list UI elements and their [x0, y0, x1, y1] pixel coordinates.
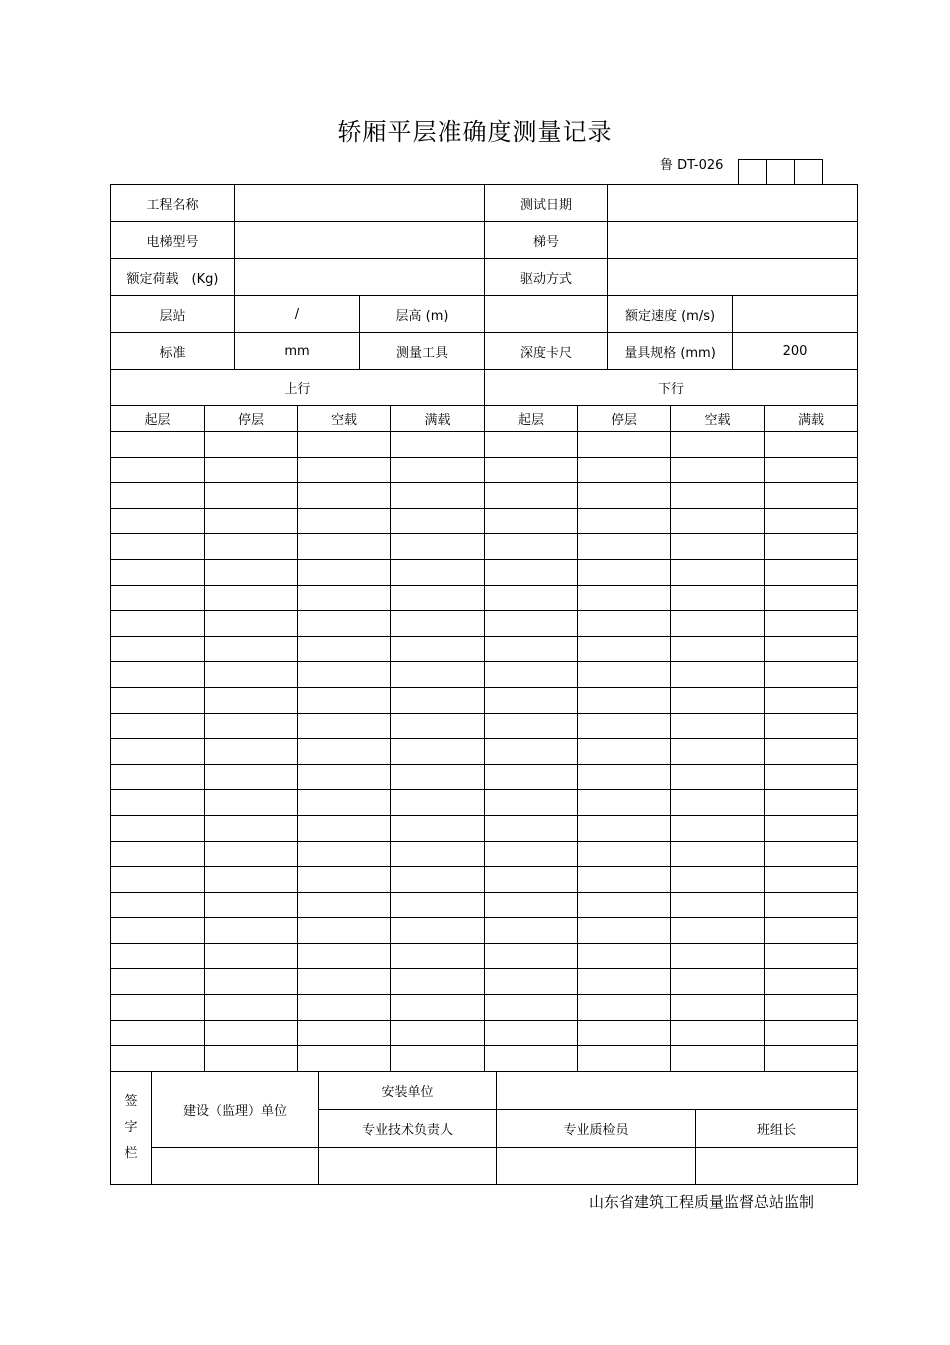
- measurement-row: [111, 892, 858, 918]
- measurement-cell[interactable]: [298, 739, 391, 765]
- measurement-cell[interactable]: [111, 790, 205, 816]
- measurement-cell[interactable]: [391, 918, 485, 944]
- measurement-cell[interactable]: [765, 559, 858, 585]
- measurement-cell[interactable]: [578, 815, 671, 841]
- measurement-cell[interactable]: [485, 1046, 578, 1072]
- measurement-cell[interactable]: [298, 432, 391, 458]
- measurement-cell[interactable]: [671, 867, 765, 893]
- measuring-tool-field[interactable]: 深度卡尺: [485, 333, 608, 370]
- measurement-cell[interactable]: [111, 508, 205, 534]
- measurement-cell[interactable]: [205, 1020, 298, 1046]
- measurement-cell[interactable]: [205, 892, 298, 918]
- standard-label: 标准: [111, 333, 235, 370]
- measurement-cell[interactable]: [391, 713, 485, 739]
- measurement-cell[interactable]: [765, 841, 858, 867]
- measurement-cell[interactable]: [765, 943, 858, 969]
- measurement-cell[interactable]: [485, 943, 578, 969]
- measurement-cell[interactable]: [391, 739, 485, 765]
- measurement-cell[interactable]: [765, 892, 858, 918]
- rated-speed-field[interactable]: [733, 296, 858, 333]
- measurement-cell[interactable]: [298, 534, 391, 560]
- measurement-cell[interactable]: [391, 867, 485, 893]
- measurement-cell[interactable]: [205, 534, 298, 560]
- measurement-cell[interactable]: [671, 457, 765, 483]
- measurement-row: [111, 943, 858, 969]
- measurement-cell[interactable]: [391, 611, 485, 637]
- measurement-cell[interactable]: [765, 585, 858, 611]
- measurement-cell[interactable]: [578, 457, 671, 483]
- measurement-row: [111, 483, 858, 509]
- measurement-row: [111, 995, 858, 1021]
- measurement-cell[interactable]: [765, 739, 858, 765]
- measurement-cell[interactable]: [205, 483, 298, 509]
- measurement-cell[interactable]: [485, 585, 578, 611]
- measurement-cell[interactable]: [391, 483, 485, 509]
- measurement-cell[interactable]: [205, 790, 298, 816]
- measurement-cell[interactable]: [671, 662, 765, 688]
- measurement-row: [111, 713, 858, 739]
- measurement-cell[interactable]: [298, 1020, 391, 1046]
- measurement-cell[interactable]: [485, 483, 578, 509]
- measurement-cell[interactable]: [485, 636, 578, 662]
- measurement-cell[interactable]: [671, 636, 765, 662]
- measurement-cell[interactable]: [111, 713, 205, 739]
- measurement-row: [111, 1046, 858, 1072]
- measurement-cell[interactable]: [765, 713, 858, 739]
- measurement-cell[interactable]: [391, 687, 485, 713]
- floors-stations-field[interactable]: /: [235, 296, 360, 333]
- measurement-row: [111, 662, 858, 688]
- measurement-cell[interactable]: [205, 739, 298, 765]
- measurement-cell[interactable]: [391, 534, 485, 560]
- measurement-cell[interactable]: [111, 432, 205, 458]
- measurement-cell[interactable]: [485, 815, 578, 841]
- measurement-cell[interactable]: [298, 559, 391, 585]
- measurement-cell[interactable]: [671, 611, 765, 637]
- measurement-cell[interactable]: [765, 995, 858, 1021]
- measurement-cell[interactable]: [111, 764, 205, 790]
- signature-section-text: 签 字 栏: [124, 1094, 138, 1161]
- measurement-cell[interactable]: [671, 969, 765, 995]
- up-direction-header: 上行: [111, 370, 485, 406]
- measurement-cell[interactable]: [111, 662, 205, 688]
- measurement-cell[interactable]: [765, 687, 858, 713]
- measurement-cell[interactable]: [578, 739, 671, 765]
- measurement-cell[interactable]: [485, 918, 578, 944]
- measurement-cell[interactable]: [578, 636, 671, 662]
- col-header-start-floor-up: 起层: [111, 406, 205, 432]
- measurement-row: [111, 764, 858, 790]
- standard-field[interactable]: mm: [235, 333, 360, 370]
- measurement-row: [111, 867, 858, 893]
- code-box[interactable]: [739, 160, 767, 185]
- measurement-cell[interactable]: [205, 432, 298, 458]
- measurement-cell[interactable]: [578, 764, 671, 790]
- measurement-cell[interactable]: [205, 969, 298, 995]
- col-header-empty-load-up: 空载: [298, 406, 391, 432]
- measurement-cell[interactable]: [298, 662, 391, 688]
- measurement-cell[interactable]: [578, 790, 671, 816]
- owner-signature-field[interactable]: [152, 1148, 319, 1185]
- measurement-cell[interactable]: [111, 892, 205, 918]
- measurement-cell[interactable]: [391, 815, 485, 841]
- rated-load-field[interactable]: [235, 259, 485, 296]
- floors-stations-label: 层站: [111, 296, 235, 333]
- measurement-cell[interactable]: [485, 534, 578, 560]
- measurement-cell[interactable]: [485, 1020, 578, 1046]
- measurement-row: [111, 687, 858, 713]
- measurement-cell[interactable]: [765, 969, 858, 995]
- measurement-table: [110, 405, 858, 1072]
- col-header-full-load-up: 满载: [391, 406, 485, 432]
- measurement-row: [111, 534, 858, 560]
- measurement-cell[interactable]: [485, 841, 578, 867]
- measurement-cell[interactable]: [298, 1046, 391, 1072]
- form-code-boxes: [738, 159, 823, 185]
- form-title: 轿厢平层准确度测量记录: [337, 118, 613, 146]
- down-direction-header: 下行: [485, 370, 858, 406]
- measurement-cell[interactable]: [391, 559, 485, 585]
- measurement-cell[interactable]: [205, 457, 298, 483]
- installer-name-field[interactable]: [497, 1072, 858, 1110]
- measurement-row: [111, 1020, 858, 1046]
- floor-height-field[interactable]: [485, 296, 608, 333]
- measurement-cell[interactable]: [485, 457, 578, 483]
- measurement-cell[interactable]: [205, 764, 298, 790]
- measurement-cell[interactable]: [671, 995, 765, 1021]
- measurement-cell[interactable]: [391, 790, 485, 816]
- measurement-cell[interactable]: [765, 815, 858, 841]
- measurement-cell[interactable]: [671, 534, 765, 560]
- measurement-cell[interactable]: [765, 764, 858, 790]
- measurement-row: [111, 969, 858, 995]
- measurement-cell[interactable]: [765, 636, 858, 662]
- measurement-cell[interactable]: [391, 432, 485, 458]
- measurement-cell[interactable]: [205, 1046, 298, 1072]
- code-box[interactable]: [767, 160, 795, 185]
- measurement-cell[interactable]: [671, 892, 765, 918]
- header-table: [110, 184, 858, 406]
- measurement-cell[interactable]: [298, 764, 391, 790]
- measurement-row: [111, 611, 858, 637]
- measurement-cell[interactable]: [205, 943, 298, 969]
- measurement-cell[interactable]: [298, 611, 391, 637]
- measurement-cell[interactable]: [485, 713, 578, 739]
- measurement-cell[interactable]: [485, 687, 578, 713]
- measurement-cell[interactable]: [578, 534, 671, 560]
- measurement-cell[interactable]: [205, 508, 298, 534]
- measurement-cell[interactable]: [391, 995, 485, 1021]
- measurement-cell[interactable]: [765, 1046, 858, 1072]
- col-header-stop-floor-up: 停层: [205, 406, 298, 432]
- measurement-cell[interactable]: [485, 432, 578, 458]
- measurement-cell[interactable]: [485, 508, 578, 534]
- measurement-cell[interactable]: [671, 508, 765, 534]
- measurement-cell[interactable]: [765, 662, 858, 688]
- col-header-stop-floor-down: 停层: [578, 406, 671, 432]
- measurement-cell[interactable]: [765, 1020, 858, 1046]
- measurement-cell[interactable]: [485, 662, 578, 688]
- quality-inspector-signature-field[interactable]: [497, 1148, 696, 1185]
- measurement-row: [111, 841, 858, 867]
- measurement-cell[interactable]: [391, 457, 485, 483]
- signature-table: [110, 1071, 858, 1185]
- measurement-cell[interactable]: [578, 585, 671, 611]
- measurement-cell[interactable]: [765, 611, 858, 637]
- measurement-cell[interactable]: [205, 559, 298, 585]
- measurement-cell[interactable]: [671, 943, 765, 969]
- tech-lead-label: 专业技术负责人: [319, 1110, 497, 1148]
- measurement-cell[interactable]: [671, 713, 765, 739]
- measurement-cell[interactable]: [298, 815, 391, 841]
- tech-lead-signature-field[interactable]: [319, 1148, 497, 1185]
- measurement-cell[interactable]: [671, 815, 765, 841]
- measurement-cell[interactable]: [298, 636, 391, 662]
- measurement-cell[interactable]: [578, 432, 671, 458]
- rated-speed-label: 额定速度 (m/s): [608, 296, 733, 333]
- issuer-footer: 山东省建筑工程质量监督总站监制: [589, 1193, 815, 1211]
- gauge-spec-label: 量具规格 (mm): [608, 333, 733, 370]
- measurement-cell[interactable]: [298, 969, 391, 995]
- measurement-cell[interactable]: [298, 585, 391, 611]
- measurement-cell[interactable]: [111, 687, 205, 713]
- measurement-cell[interactable]: [765, 508, 858, 534]
- col-header-empty-load-down: 空载: [671, 406, 765, 432]
- measurement-cell[interactable]: [298, 841, 391, 867]
- measurement-cell[interactable]: [111, 815, 205, 841]
- rated-load-label: 额定荷载 (Kg): [111, 259, 235, 296]
- measurement-cell[interactable]: [578, 559, 671, 585]
- measurement-cell[interactable]: [485, 611, 578, 637]
- measurement-row: [111, 636, 858, 662]
- quality-inspector-label: 专业质检员: [497, 1110, 696, 1148]
- measurement-row: [111, 585, 858, 611]
- measurement-cell[interactable]: [671, 739, 765, 765]
- elevator-model-label: 电梯型号: [111, 222, 235, 259]
- measurement-cell[interactable]: [111, 457, 205, 483]
- test-date-field[interactable]: [608, 185, 858, 222]
- measurement-cell[interactable]: [111, 995, 205, 1021]
- test-date-label: 测试日期: [485, 185, 608, 222]
- measurement-cell[interactable]: [205, 662, 298, 688]
- installer-label: 安装单位: [319, 1072, 497, 1110]
- measurement-cell[interactable]: [111, 1020, 205, 1046]
- measurement-row: [111, 790, 858, 816]
- team-leader-label: 班组长: [696, 1110, 858, 1148]
- project-name-field[interactable]: [235, 185, 485, 222]
- measurement-cell[interactable]: [578, 483, 671, 509]
- measurement-cell[interactable]: [205, 611, 298, 637]
- measurement-cell[interactable]: [578, 841, 671, 867]
- measurement-cell[interactable]: [111, 636, 205, 662]
- measurement-cell[interactable]: [578, 713, 671, 739]
- measurement-cell[interactable]: [111, 841, 205, 867]
- measurement-cell[interactable]: [205, 585, 298, 611]
- code-box[interactable]: [795, 160, 823, 185]
- signature-section-label: [111, 1072, 152, 1185]
- measurement-cell[interactable]: [391, 969, 485, 995]
- measurement-cell[interactable]: [111, 943, 205, 969]
- measurement-cell[interactable]: [671, 918, 765, 944]
- measurement-cell[interactable]: [578, 943, 671, 969]
- measurement-cell[interactable]: [578, 1046, 671, 1072]
- measurement-cell[interactable]: [298, 713, 391, 739]
- measurement-cell[interactable]: [485, 559, 578, 585]
- measurement-cell[interactable]: [485, 892, 578, 918]
- measurement-cell[interactable]: [485, 969, 578, 995]
- measurement-cell[interactable]: [671, 1020, 765, 1046]
- measurement-cell[interactable]: [391, 764, 485, 790]
- gauge-spec-field[interactable]: 200: [733, 333, 858, 370]
- measurement-cell[interactable]: [298, 995, 391, 1021]
- measurement-cell[interactable]: [111, 611, 205, 637]
- measurement-cell[interactable]: [298, 892, 391, 918]
- measurement-cell[interactable]: [111, 867, 205, 893]
- measurement-cell[interactable]: [298, 687, 391, 713]
- measurement-cell[interactable]: [391, 662, 485, 688]
- measurement-cell[interactable]: [485, 995, 578, 1021]
- measurement-cell[interactable]: [205, 995, 298, 1021]
- measurement-cell[interactable]: [671, 432, 765, 458]
- measurement-cell[interactable]: [298, 943, 391, 969]
- measurement-cell[interactable]: [111, 1046, 205, 1072]
- measurement-cell[interactable]: [298, 483, 391, 509]
- measurement-cell[interactable]: [485, 867, 578, 893]
- measuring-tool-label: 测量工具: [360, 333, 485, 370]
- measurement-cell[interactable]: [765, 534, 858, 560]
- measurement-cell[interactable]: [578, 969, 671, 995]
- measurement-cell[interactable]: [298, 790, 391, 816]
- measurement-cell[interactable]: [111, 559, 205, 585]
- team-leader-signature-field[interactable]: [696, 1148, 858, 1185]
- measurement-cell[interactable]: [578, 508, 671, 534]
- measurement-cell[interactable]: [671, 687, 765, 713]
- measurement-cell[interactable]: [765, 918, 858, 944]
- measurement-cell[interactable]: [765, 483, 858, 509]
- measurement-cell[interactable]: [111, 969, 205, 995]
- measurement-cell[interactable]: [205, 713, 298, 739]
- col-header-full-load-down: 满载: [765, 406, 858, 432]
- col-header-start-floor-down: 起层: [485, 406, 578, 432]
- elevator-model-field[interactable]: [235, 222, 485, 259]
- measurement-cell[interactable]: [765, 432, 858, 458]
- measurement-row: [111, 457, 858, 483]
- measurement-cell[interactable]: [205, 918, 298, 944]
- measurement-cell[interactable]: [391, 1046, 485, 1072]
- measurement-cell[interactable]: [111, 739, 205, 765]
- measurement-cell[interactable]: [485, 790, 578, 816]
- measurement-cell[interactable]: [111, 483, 205, 509]
- measurement-row: [111, 508, 858, 534]
- project-name-label: 工程名称: [111, 185, 235, 222]
- measurement-row: [111, 432, 858, 458]
- measurement-cell[interactable]: [578, 995, 671, 1021]
- measurement-cell[interactable]: [205, 841, 298, 867]
- measurement-cell[interactable]: [671, 841, 765, 867]
- measurement-cell[interactable]: [671, 1046, 765, 1072]
- measurement-cell[interactable]: [205, 636, 298, 662]
- measurement-cell[interactable]: [391, 508, 485, 534]
- measurement-cell[interactable]: [671, 559, 765, 585]
- measurement-cell[interactable]: [578, 1020, 671, 1046]
- elevator-no-field[interactable]: [608, 222, 858, 259]
- measurement-cell[interactable]: [671, 764, 765, 790]
- measurement-cell[interactable]: [111, 918, 205, 944]
- measurement-cell[interactable]: [111, 585, 205, 611]
- measurement-cell[interactable]: [671, 790, 765, 816]
- measurement-cell[interactable]: [391, 585, 485, 611]
- form-code: 鲁 DT-026: [660, 158, 724, 173]
- measurement-cell[interactable]: [298, 457, 391, 483]
- measurement-cell[interactable]: [578, 687, 671, 713]
- measurement-cell[interactable]: [578, 867, 671, 893]
- measurement-cell[interactable]: [485, 739, 578, 765]
- measurement-cell[interactable]: [391, 636, 485, 662]
- owner-label: 建设（监理）单位: [152, 1072, 319, 1148]
- column-header-row: [111, 406, 858, 432]
- measurement-row: [111, 815, 858, 841]
- measurement-cell[interactable]: [765, 867, 858, 893]
- measurement-cell[interactable]: [205, 687, 298, 713]
- drive-mode-field[interactable]: [608, 259, 858, 296]
- floor-height-label: 层高 (m): [360, 296, 485, 333]
- measurement-cell[interactable]: [765, 790, 858, 816]
- measurement-cell[interactable]: [765, 457, 858, 483]
- measurement-row: [111, 559, 858, 585]
- measurement-cell[interactable]: [485, 764, 578, 790]
- measurement-cell[interactable]: [578, 662, 671, 688]
- measurement-cell[interactable]: [391, 892, 485, 918]
- measurement-cell[interactable]: [671, 585, 765, 611]
- measurement-cell[interactable]: [205, 867, 298, 893]
- measurement-cell[interactable]: [578, 918, 671, 944]
- measurement-cell[interactable]: [111, 534, 205, 560]
- measurement-cell[interactable]: [671, 483, 765, 509]
- measurement-cell[interactable]: [391, 1020, 485, 1046]
- drive-mode-label: 驱动方式: [485, 259, 608, 296]
- measurement-cell[interactable]: [298, 918, 391, 944]
- measurement-cell[interactable]: [578, 892, 671, 918]
- measurement-cell[interactable]: [298, 508, 391, 534]
- measurement-row: [111, 918, 858, 944]
- measurement-cell[interactable]: [391, 943, 485, 969]
- measurement-cell[interactable]: [205, 815, 298, 841]
- elevator-no-label: 梯号: [485, 222, 608, 259]
- measurement-cell[interactable]: [578, 611, 671, 637]
- measurement-row: [111, 739, 858, 765]
- measurement-cell[interactable]: [298, 867, 391, 893]
- measurement-cell[interactable]: [391, 841, 485, 867]
